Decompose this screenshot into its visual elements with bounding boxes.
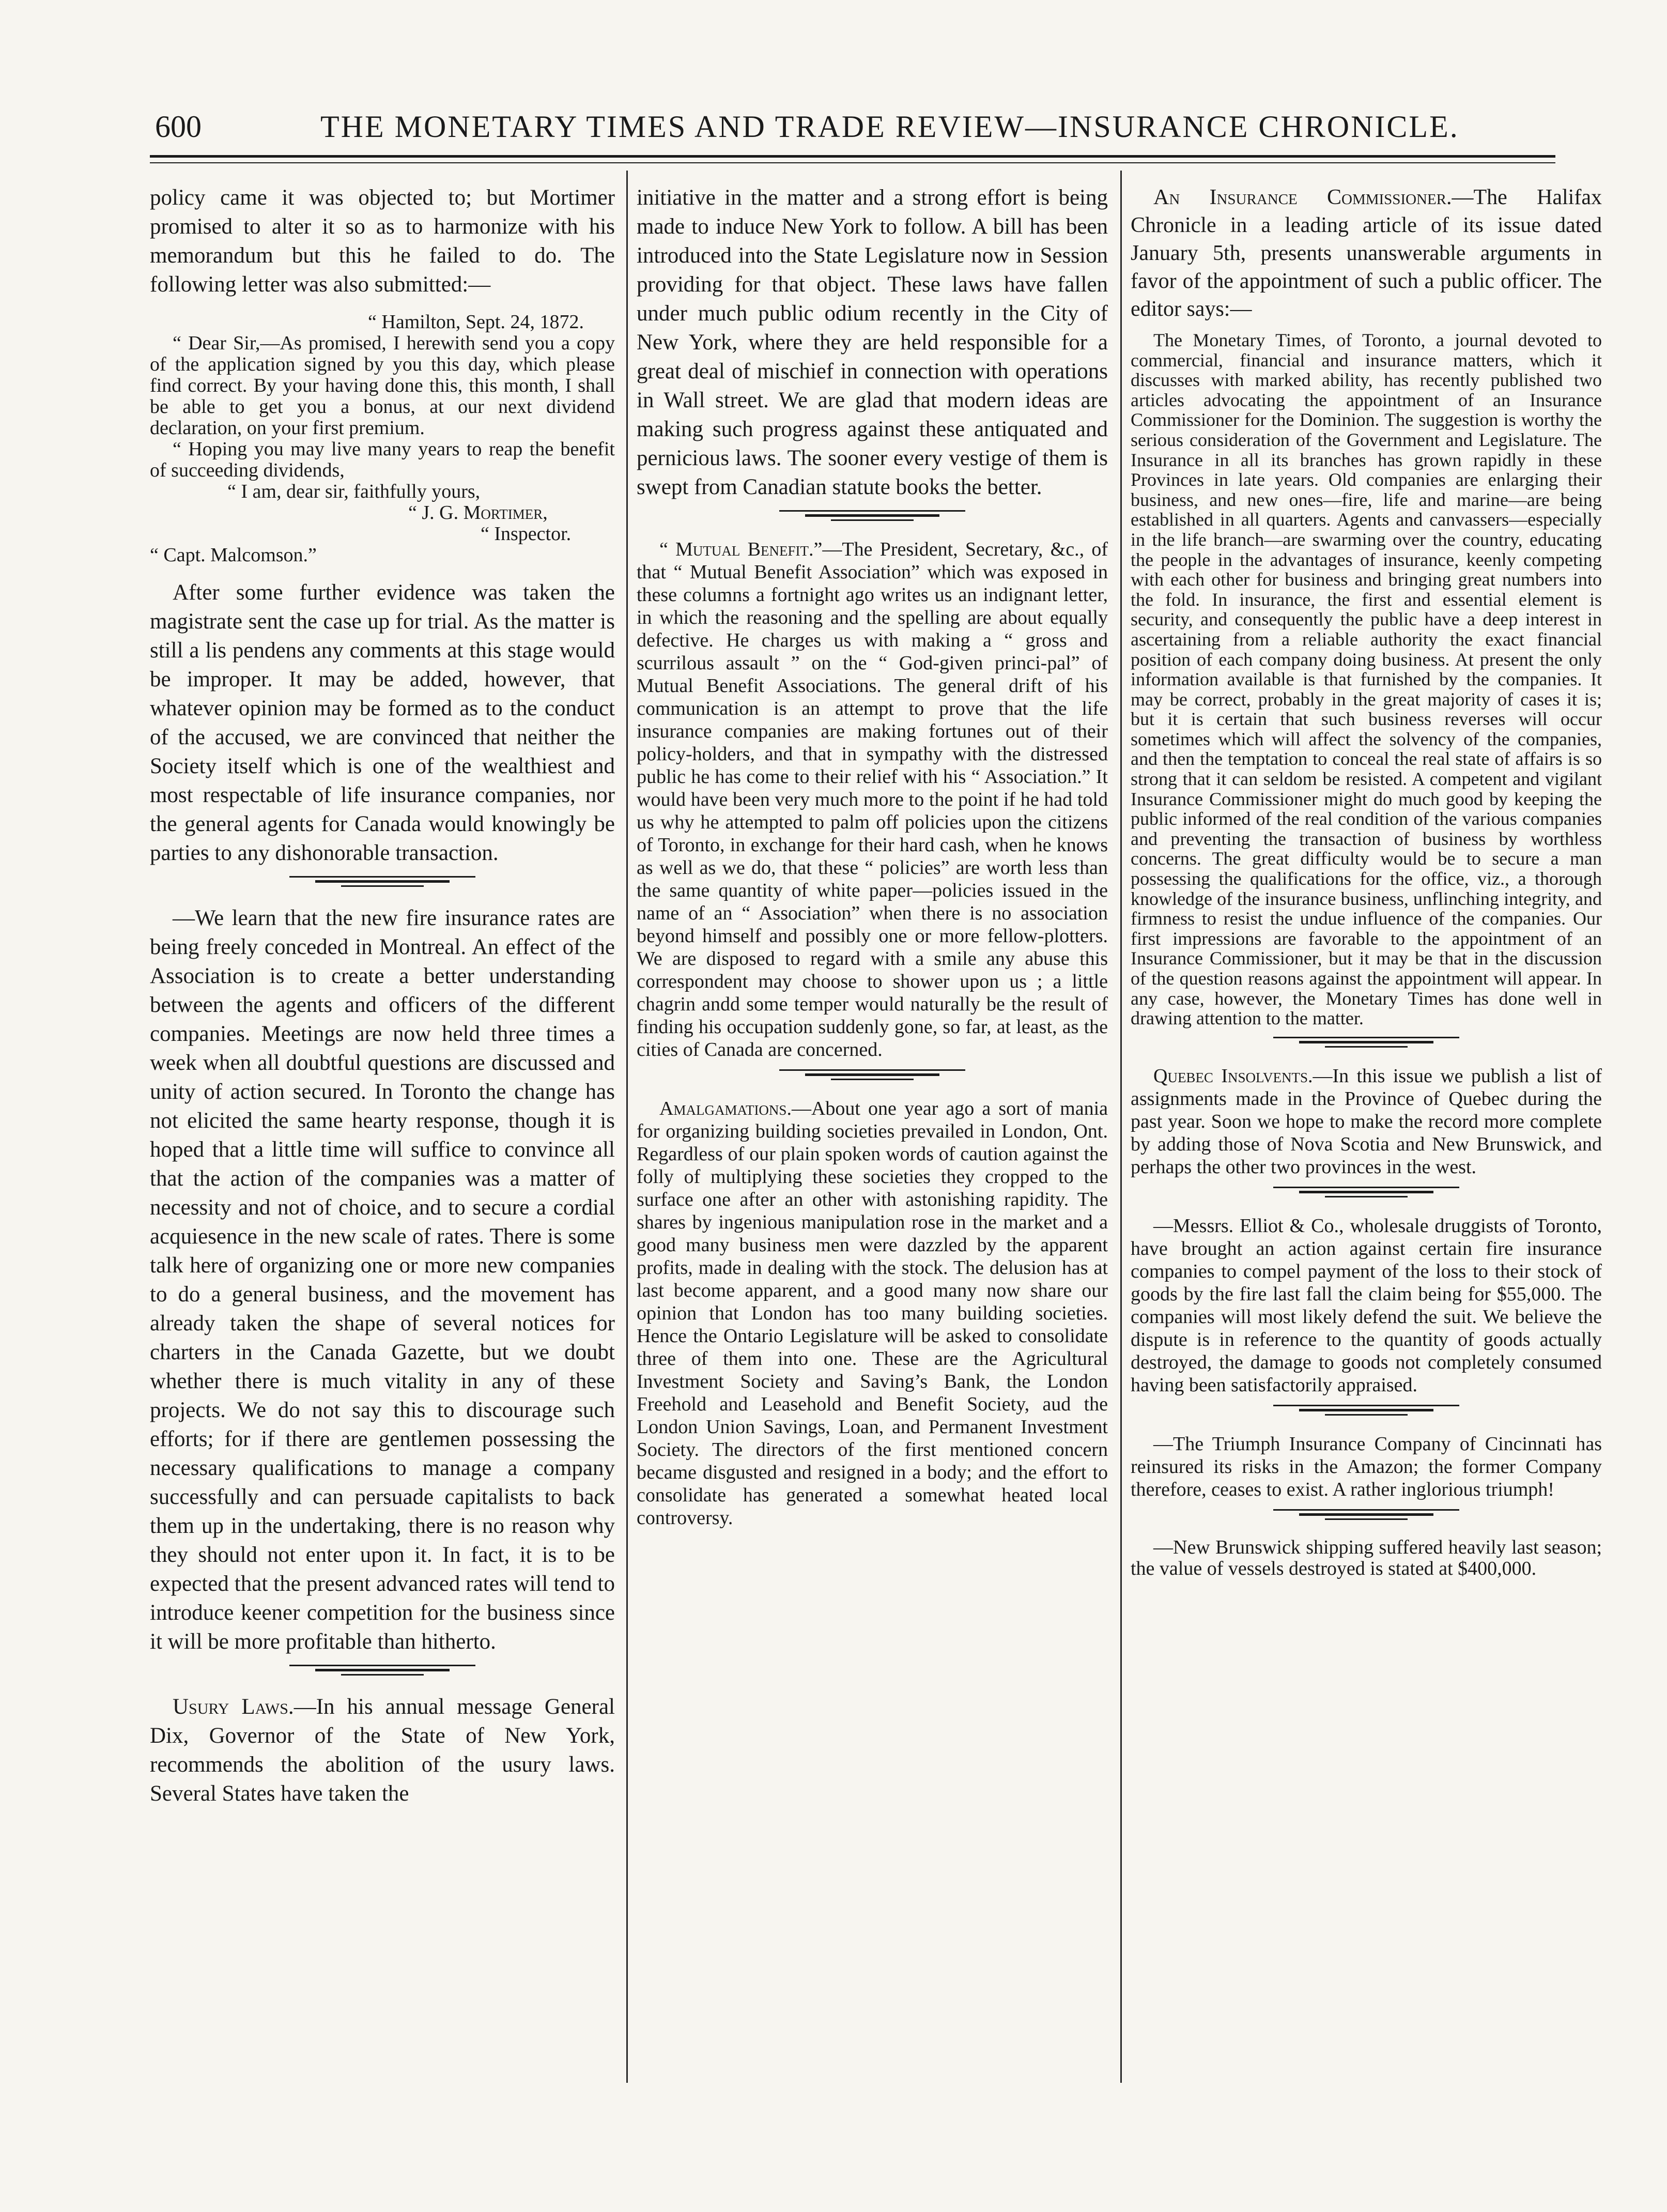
- article-text: —The Halifax Chronicle in a leading article of its issue dated January 5th, presents unanswerable arguments in favor of the appointment of such a public officer. The editor says:—: [1131, 186, 1602, 321]
- section-divider: [1131, 1033, 1602, 1053]
- letter-dateline: “ Hamilton, Sept. 24, 1872.: [368, 311, 584, 333]
- header-rule: [150, 155, 1555, 158]
- article-usury-laws: [150, 1693, 615, 1808]
- article-quebec-insolvents: [1131, 1065, 1602, 1178]
- paragraph: After some further evidence was taken the magistrate sent the case up for trial. As the matter is still a lis pendens any comments at this stage would be improper. It may be added, however, that whatever opinion may be formed as to the conduct of the accused, we are convinced that neither the Society itself which is one of the wealthiest and most respectable of life insurance companies, nor the general agents for Canada would knowingly be parties to any dishonorable transaction.: [150, 580, 615, 865]
- paragraph: —Messrs. Elliot & Co., wholesale druggists of Toronto, have brought an action against certain fire insurance companies to compel payment of the loss to their stock of goods by the fire last fall the claim being for $55,000. The companies will most likely defend the suit. We believe the dispute is in reference to the quantity of goods actually destroyed, the damage to goods not completely consumed having been satisfactorily appraised.: [1131, 1215, 1602, 1396]
- article-text: —In his annual message General Dix, Governor of the State of New York, recommends the abolition of the usury laws. Several States have taken the: [150, 1695, 615, 1806]
- paragraph: —New Brunswick shipping suffered heavily last season; the value of vessels destroyed is stated at $400,000.: [1131, 1536, 1602, 1579]
- paragraph: initiative in the matter and a strong effort is being made to induce New York to follow. A bill has been introduced into the State Legislature now in Session providing for that object. These laws have fallen under much public odium recently in the City of New York, where they are held responsible for a great deal of mischief in connection with operations in Wall street. We are glad that modern ideas are making such progress against these antiquated and pernicious laws. The sooner every vestige of them is swept from Canadian statute books the better.: [637, 186, 1108, 499]
- section-divider: [637, 506, 1108, 527]
- section-divider: [150, 872, 615, 893]
- section-divider: [150, 1661, 615, 1681]
- letter-signature: “ J. G. Mortimer,: [408, 502, 548, 524]
- column-rule: [626, 171, 628, 2083]
- letter-title: “ Inspector.: [481, 523, 572, 545]
- article-heading: Amalgamations.: [659, 1098, 792, 1119]
- page-header: [155, 103, 1540, 150]
- column-2: [637, 183, 1108, 1529]
- article-heading: Quebec Insolvents.: [1153, 1065, 1313, 1087]
- section-divider: [1131, 1182, 1602, 1203]
- page-number: 600: [155, 110, 202, 144]
- section-divider: [1131, 1401, 1602, 1421]
- column-1: [150, 183, 615, 1808]
- column-rule: [1120, 171, 1122, 2083]
- article-heading: An Insurance Commissioner.: [1153, 186, 1452, 209]
- letter-close: “ I am, dear sir, faithfully yours,: [227, 481, 481, 502]
- paragraph: —We learn that the new fire insurance rates are being freely conceded in Montreal. An effect of the Association is to create a better understanding between the agents and officers of the different companies. Meetings are now held three times a week when all doubtful questions are discussed and unity of action secured. In Toronto the change has not elicited the same hearty response, though it is hoped that a little time will suffice to convince all that the action of the companies was a matter of necessity and not of choice, and to secure a cordial acquiesence in the new scale of rates. There is some talk here of organizing one or more new companies to do a general business, and the movement has already taken the shape of several notices for charters in the Canada Gazette, but we doubt whether there is much vitality in any of these projects. We do not say this to discourage such efforts; for if there are gentlemen possessing the necessary qualifications to manage a company successfully and can persuade capitalists to back them up in the undertaking, there is no reason why they should not enter upon it. In fact, it is to be expected that the present advanced rates will tend to introduce keener competition for the business since it will be more profitable than hitherto.: [150, 906, 615, 1654]
- section-divider: [1131, 1505, 1602, 1526]
- article-mutual-benefit: [637, 538, 1108, 1061]
- running-head-title: THE MONETARY TIMES AND TRADE REVIEW—INSURANCE CHRONICLE.: [320, 110, 1459, 144]
- header-rule-thin: [150, 162, 1555, 163]
- article-text: —About one year ago a sort of mania for organizing building societies prevailed in London, Ont. Regardless of our plain spoken words of caution against the folly of multiplying these societies they cropped to the surface one after an other with astonishing rapidity. The shares by ingenious manipulation rose in the market and a good many business men were dazzled by the apparent profits, made in dealing with the stock. The delusion has at last become apparent, and a good many now share our opinion that London has too many building societies. Hence the Ontario Legislature will be asked to consolidate three of them into one. These are the Agricultural Investment Society and Saving’s Bank, the London Freehold and Leasehold and Benefit Society, aud the London Union Savings, Loan, and Permanent Investment Society. The directors of the first mentioned concern became disgusted and resigned in a body; and the effort to consolidate has generated a somewhat heated local controversy.: [637, 1098, 1108, 1529]
- section-divider: [637, 1065, 1108, 1086]
- article-text: —The President, Secretary, &c., of that “ Mutual Benefit Association” which was exposed in these columns a fortnight ago writes us an indignant letter, in which the reasoning and the spelling are about equally defective. He charges us with making a “ gross and scurrilous assault ” on the “ God-given princi-pal” of Mutual Benefit Associations. The general drift of his communication is an attempt to prove that the life insurance companies are making fortunes out of their policy-holders, and that in sympathy with the distressed public he has come to their relief with his “ Association.” It would have been very much more to the point if he had told us why he attempted to palm off policies upon the citizens of Toronto, in exchange for their hard cash, when he knows as well as we do, that these “ policies” are worth less than the same quantity of white paper—policies issued in the name of an “ Association” when there is no association beyond himself and possibly one or more fellow-plotters. We are disposed to regard with a smile any abuse this correspondent may choose to shower upon us ; a little chagrin andd some temper would naturally be the result of finding his occupation suddenly gone, so far, at least, as the cities of Canada are concerned.: [637, 539, 1108, 1061]
- letter-body: “ Dear Sir,—As promised, I herewith send you a copy of the application signed by you this day, which please find correct. By your having done this, this month, I shall be able to get you a bonus, at our next dividend declaration, on your first premium.: [150, 332, 615, 439]
- article-text: —In this issue we publish a list of assignments made in the Province of Quebec during the past year. Soon we hope to make the record more complete by adding those of Nova Scotia and New Brunswick, and perhaps the other two provinces in the west.: [1131, 1065, 1602, 1178]
- column-3: [1131, 183, 1602, 1579]
- letter-addressee: “ Capt. Malcomson.”: [150, 544, 317, 566]
- letter-body: “ Hoping you may live many years to reap the benefit of succeeding dividends,: [150, 438, 615, 481]
- article-amalgamations: [637, 1097, 1108, 1529]
- article-heading: Usury Laws.: [173, 1695, 294, 1719]
- article-insurance-commissioner: [1131, 183, 1602, 323]
- editor-quote: The Monetary Times, of Toronto, a journal devoted to commercial, financial and insurance matters, which it discusses with marked ability, has recently published two articles advocating the appointment of an Insurance Commissioner for the Dominion. The suggestion is worthy the serious consideration of the Government and Legislature. The Insurance in all its branches has grown rapidly in these Provinces in late years. Old companies are enlarging their business, and new ones—fire, life and marine—are being established in all quarters. Agents and canvassers—especially in the life branch—are swarming over the country, educating the people in the advantages of insurance, keenly competing with each other for business and bringing great numbers into the fold. In insurance, the first and essential element is security, and consequently the public have a deep interest in ascertaining from a reliable authority the exact financial position of each company doing business. At present the only information available is that furnished by the companies. It may be correct, probably in the great majority of cases it is; but it is certain that such business reverses will occur sometimes which will affect the solvency of the companies, and then the temptation to conceal the real state of affairs is so strong that it can seldom be resisted. A competent and vigilant Insurance Commissioner might do much good by keeping the public informed of the real condition of the various companies and preventing the transaction of business by worthless concerns. The great difficulty would be to secure a man possessing the qualifications for the office, viz., a thorough knowledge of the insurance business, unflinching integrity, and firmness to resist the undue influence of the companies. Our first impressions are favorable to the appointment of an Insurance Commissioner, but it may be that in the discussion of the question reasons against the appointment will appear. In any case, however, the Monetary Times has done well in drawing attention to the matter.: [1131, 330, 1602, 1029]
- article-heading: “ Mutual Benefit.”: [659, 539, 823, 560]
- paragraph: —The Triumph Insurance Company of Cincinnati has reinsured its risks in the Amazon; the former Company therefore, ceases to exist. A rather inglorious triumph!: [1131, 1433, 1602, 1500]
- paragraph: policy came it was objected to; but Mortimer promised to alter it so as to harmonize with his memorandum but this he failed to do. The following letter was also submitted:—: [150, 186, 615, 297]
